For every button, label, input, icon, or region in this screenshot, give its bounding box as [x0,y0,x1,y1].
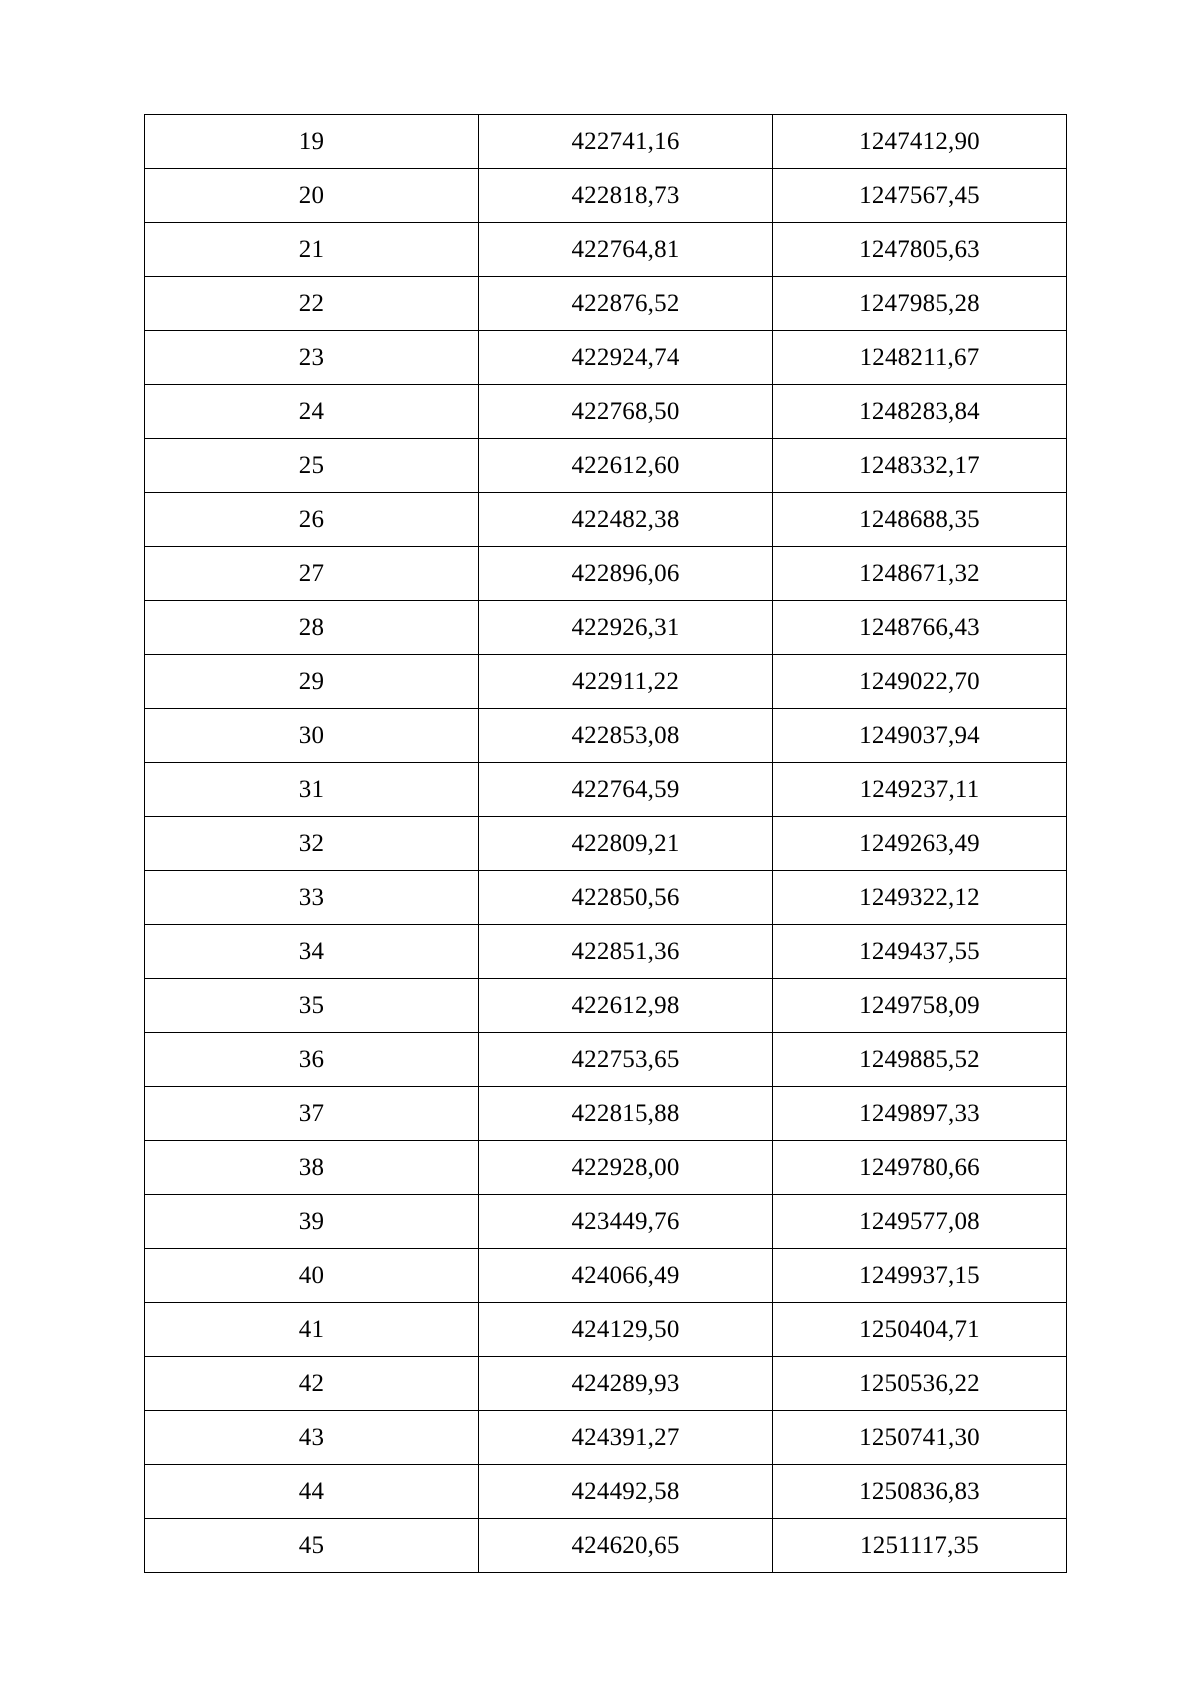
point-number-cell: 32 [145,817,479,871]
table-row [145,655,1067,709]
x-coordinate-cell: 422815,88 [479,1087,773,1141]
x-coordinate-cell: 424129,50 [479,1303,773,1357]
point-number-cell: 40 [145,1249,479,1303]
x-coordinate-cell: 422818,73 [479,169,773,223]
table-row [145,1519,1067,1573]
point-number-cell: 38 [145,1141,479,1195]
x-coordinate-cell: 422809,21 [479,817,773,871]
table-row [145,385,1067,439]
x-coordinate-cell: 422926,31 [479,601,773,655]
table-row [145,223,1067,277]
y-coordinate-cell: 1249022,70 [773,655,1067,709]
point-number-cell: 28 [145,601,479,655]
table-row [145,331,1067,385]
y-coordinate-cell: 1250741,30 [773,1411,1067,1465]
table-row [145,763,1067,817]
x-coordinate-cell: 422924,74 [479,331,773,385]
point-number-cell: 19 [145,115,479,169]
x-coordinate-cell: 424391,27 [479,1411,773,1465]
x-coordinate-cell: 422876,52 [479,277,773,331]
coordinates-table-body [145,115,1067,1573]
y-coordinate-cell: 1249885,52 [773,1033,1067,1087]
point-number-cell: 27 [145,547,479,601]
x-coordinate-cell: 422850,56 [479,871,773,925]
table-row [145,1087,1067,1141]
y-coordinate-cell: 1249437,55 [773,925,1067,979]
table-row [145,169,1067,223]
point-number-cell: 35 [145,979,479,1033]
y-coordinate-cell: 1248766,43 [773,601,1067,655]
x-coordinate-cell: 422764,59 [479,763,773,817]
y-coordinate-cell: 1249263,49 [773,817,1067,871]
y-coordinate-cell: 1247412,90 [773,115,1067,169]
x-coordinate-cell: 422612,60 [479,439,773,493]
table-row [145,925,1067,979]
point-number-cell: 45 [145,1519,479,1573]
point-number-cell: 34 [145,925,479,979]
point-number-cell: 36 [145,1033,479,1087]
table-row [145,817,1067,871]
y-coordinate-cell: 1249577,08 [773,1195,1067,1249]
y-coordinate-cell: 1249758,09 [773,979,1067,1033]
x-coordinate-cell: 422612,98 [479,979,773,1033]
table-row [145,1033,1067,1087]
table-row [145,1249,1067,1303]
x-coordinate-cell: 424492,58 [479,1465,773,1519]
table-row [145,1195,1067,1249]
table-row [145,1141,1067,1195]
table-row [145,1465,1067,1519]
y-coordinate-cell: 1248332,17 [773,439,1067,493]
x-coordinate-cell: 422768,50 [479,385,773,439]
point-number-cell: 39 [145,1195,479,1249]
x-coordinate-cell: 422928,00 [479,1141,773,1195]
x-coordinate-cell: 422764,81 [479,223,773,277]
y-coordinate-cell: 1247805,63 [773,223,1067,277]
x-coordinate-cell: 422911,22 [479,655,773,709]
x-coordinate-cell: 423449,76 [479,1195,773,1249]
point-number-cell: 23 [145,331,479,385]
point-number-cell: 42 [145,1357,479,1411]
table-row [145,709,1067,763]
x-coordinate-cell: 422853,08 [479,709,773,763]
table-row [145,547,1067,601]
y-coordinate-cell: 1251117,35 [773,1519,1067,1573]
point-number-cell: 33 [145,871,479,925]
y-coordinate-cell: 1249897,33 [773,1087,1067,1141]
y-coordinate-cell: 1250536,22 [773,1357,1067,1411]
y-coordinate-cell: 1248688,35 [773,493,1067,547]
y-coordinate-cell: 1249237,11 [773,763,1067,817]
point-number-cell: 31 [145,763,479,817]
x-coordinate-cell: 422482,38 [479,493,773,547]
point-number-cell: 24 [145,385,479,439]
y-coordinate-cell: 1250836,83 [773,1465,1067,1519]
x-coordinate-cell: 422741,16 [479,115,773,169]
table-row [145,601,1067,655]
y-coordinate-cell: 1248211,67 [773,331,1067,385]
point-number-cell: 41 [145,1303,479,1357]
y-coordinate-cell: 1249322,12 [773,871,1067,925]
table-row [145,1357,1067,1411]
y-coordinate-cell: 1248671,32 [773,547,1067,601]
y-coordinate-cell: 1247567,45 [773,169,1067,223]
x-coordinate-cell: 422753,65 [479,1033,773,1087]
point-number-cell: 20 [145,169,479,223]
x-coordinate-cell: 424289,93 [479,1357,773,1411]
y-coordinate-cell: 1249037,94 [773,709,1067,763]
table-row [145,1303,1067,1357]
point-number-cell: 25 [145,439,479,493]
point-number-cell: 26 [145,493,479,547]
table-row [145,439,1067,493]
point-number-cell: 37 [145,1087,479,1141]
table-row [145,493,1067,547]
y-coordinate-cell: 1249780,66 [773,1141,1067,1195]
table-row [145,1411,1067,1465]
y-coordinate-cell: 1247985,28 [773,277,1067,331]
y-coordinate-cell: 1248283,84 [773,385,1067,439]
point-number-cell: 22 [145,277,479,331]
x-coordinate-cell: 424620,65 [479,1519,773,1573]
coordinates-table [144,114,1067,1573]
point-number-cell: 29 [145,655,479,709]
point-number-cell: 44 [145,1465,479,1519]
x-coordinate-cell: 422896,06 [479,547,773,601]
table-row [145,277,1067,331]
point-number-cell: 30 [145,709,479,763]
point-number-cell: 21 [145,223,479,277]
x-coordinate-cell: 422851,36 [479,925,773,979]
table-row [145,115,1067,169]
table-row [145,871,1067,925]
x-coordinate-cell: 424066,49 [479,1249,773,1303]
y-coordinate-cell: 1250404,71 [773,1303,1067,1357]
y-coordinate-cell: 1249937,15 [773,1249,1067,1303]
table-row [145,979,1067,1033]
point-number-cell: 43 [145,1411,479,1465]
